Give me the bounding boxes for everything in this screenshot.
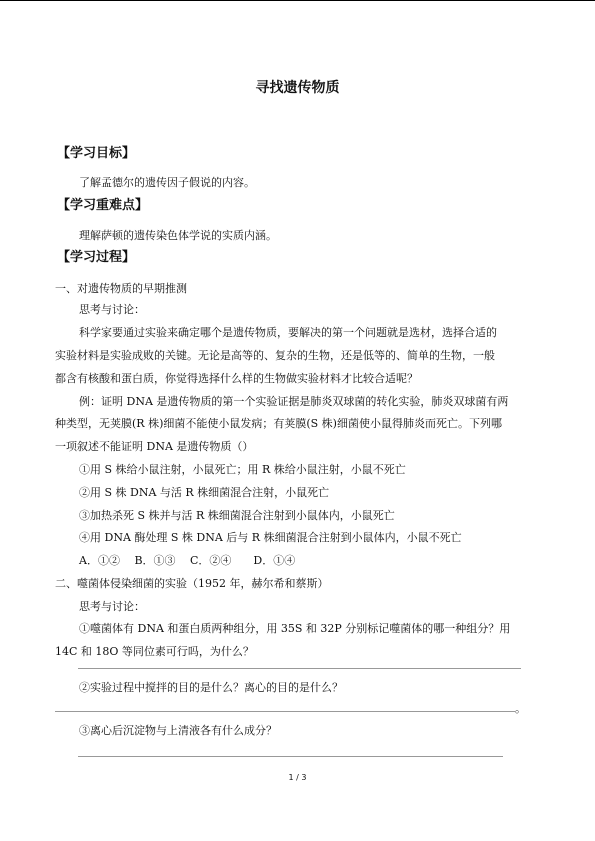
example-line: 种类型，无荚膜(R 株)细菌不能使小鼠发病；有荚膜(S 株)细菌使小鼠得肺炎而死亡。下列哪: [55, 417, 502, 430]
part2-heading: 二、噬菌体侵染细菌的实验（1952 年，赫尔希和蔡斯）: [55, 577, 329, 590]
option-item: ②用 S 株 DNA 与活 R 株细菌混合注射，小鼠死亡: [79, 486, 330, 499]
process-heading: 【学习过程】: [57, 250, 136, 265]
part1-paragraph-line: 科学家要通过实验来确定哪个是遗传物质，要解决的第一个问题就是选材，选择合适的: [79, 326, 497, 339]
top-border-line: [0, 0, 595, 1]
example-line: 一项叙述不能证明 DNA 是遗传物质（）: [55, 440, 254, 453]
part1-paragraph-line: 实验材料是实验成败的关键。无论是高等的、复杂的生物，还是低等的、简单的生物，一般: [55, 349, 495, 362]
part2-think-label: 思考与讨论：: [79, 600, 145, 613]
answer-blank-line: [78, 756, 503, 757]
key-points-text: 理解萨顿的遗传染色体学说的实质内涵。: [79, 229, 277, 242]
question-2: ②实验过程中搅拌的目的是什么？离心的目的是什么？: [79, 681, 343, 694]
answer-blank-line: [78, 668, 521, 669]
question-1-line: ①噬菌体有 DNA 和蛋白质两种组分，用 35S 和 32P 分别标记噬菌体的哪一种组分？用: [79, 622, 511, 635]
option-item: ③加热杀死 S 株并与活 R 株细菌混合注射到小鼠体内，小鼠死亡: [79, 509, 395, 522]
goals-heading: 【学习目标】: [57, 146, 136, 161]
page-number: 1 / 3: [288, 773, 307, 782]
example-line: 例：证明 DNA 是遗传物质的第一个实验证据是肺炎双球菌的转化实验，肺炎双球菌有两: [79, 395, 509, 408]
key-points-heading: 【学习重难点】: [57, 198, 149, 213]
option-item: ①用 S 株给小鼠注射，小鼠死亡；用 R 株给小鼠注射，小鼠不死亡: [79, 463, 406, 476]
question-1-line: 14C 和 18O 等同位素可行吗，为什么？: [55, 645, 254, 658]
answer-blank-line: [55, 711, 515, 712]
goals-text: 了解孟德尔的遗传因子假说的内容。: [79, 176, 255, 189]
question-2-end-mark: 。: [515, 702, 526, 715]
page-title: 寻找遗传物质: [255, 80, 340, 96]
part1-paragraph-line: 都含有核酸和蛋白质，你觉得选择什么样的生物做实验材料才比较合适呢？: [55, 372, 418, 385]
option-item: ④用 DNA 酶处理 S 株 DNA 后与 R 株细菌混合注射到小鼠体内，小鼠不死亡: [79, 531, 462, 544]
part1-heading: 一、对遗传物质的早期推测: [55, 282, 187, 295]
question-3: ③离心后沉淀物与上清液各有什么成分？: [79, 724, 277, 737]
answer-choices: A．①② B．①③ C．②④ D．①④: [79, 554, 296, 567]
part1-think-label: 思考与讨论：: [79, 303, 145, 316]
